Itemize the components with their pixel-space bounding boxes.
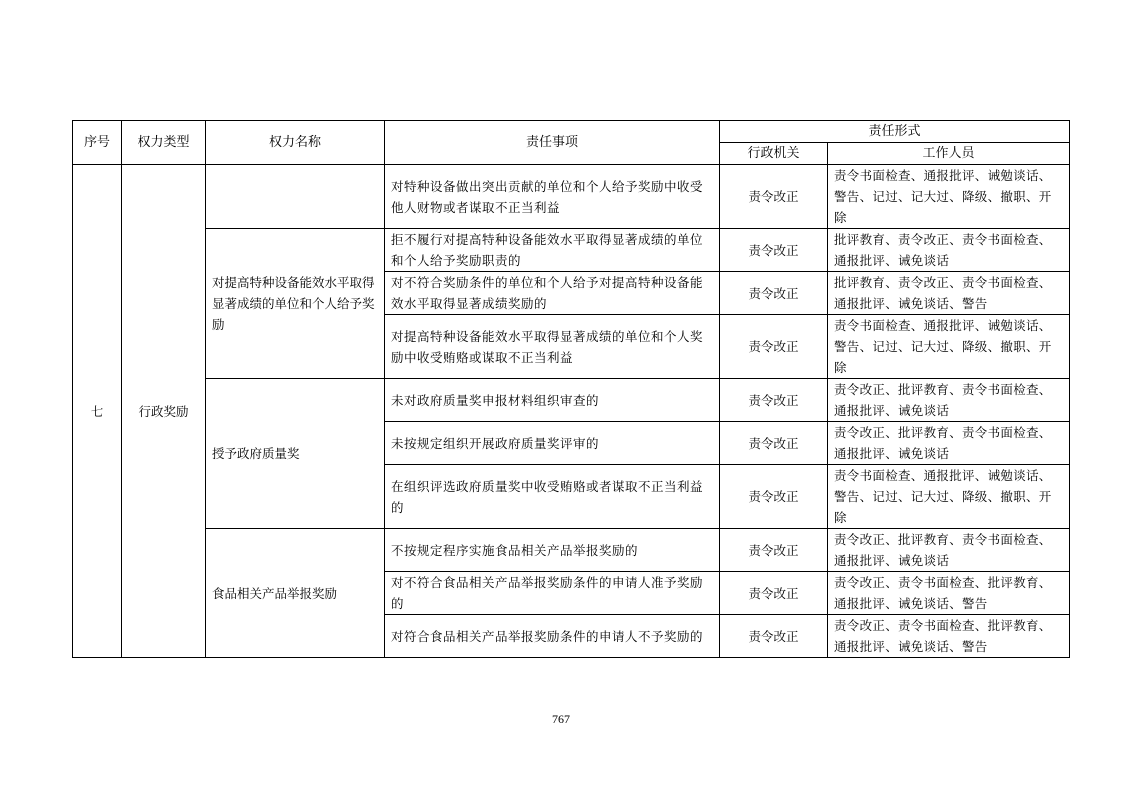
staff-form: 责令书面检查、通报批评、诫勉谈话、警告、记过、记大过、降级、撤职、开除 xyxy=(828,165,1070,229)
header-power-name: 权力名称 xyxy=(206,121,385,165)
agency-form: 责令改正 xyxy=(720,379,828,422)
header-staff: 工作人员 xyxy=(828,143,1070,165)
responsibility-item: 未按规定组织开展政府质量奖评审的 xyxy=(385,422,720,465)
responsibility-table xyxy=(72,120,1070,658)
header-agency: 行政机关 xyxy=(720,143,828,165)
agency-form: 责令改正 xyxy=(720,315,828,379)
staff-form: 责令改正、批评教育、责令书面检查、通报批评、诫免谈话 xyxy=(828,422,1070,465)
responsibility-item: 未对政府质量奖申报材料组织审查的 xyxy=(385,379,720,422)
table-row xyxy=(73,379,1070,422)
staff-form: 责令书面检查、通报批评、诫勉谈话、警告、记过、记大过、降级、撤职、开除 xyxy=(828,465,1070,529)
power-name-cell: 对提高特种设备能效水平取得显著成绩的单位和个人给予奖励 xyxy=(206,229,385,379)
responsibility-item: 不按规定程序实施食品相关产品举报奖励的 xyxy=(385,529,720,572)
responsibility-item: 对特种设备做出突出贡献的单位和个人给予奖励中收受他人财物或者谋取不正当利益 xyxy=(385,165,720,229)
header-responsibility: 责任事项 xyxy=(385,121,720,165)
header-responsibility-form: 责任形式 xyxy=(720,121,1070,143)
agency-form: 责令改正 xyxy=(720,229,828,272)
table-row xyxy=(73,529,1070,572)
agency-form: 责令改正 xyxy=(720,465,828,529)
power-name-cell xyxy=(206,165,385,229)
responsibility-item: 对提高特种设备能效水平取得显著成绩的单位和个人奖励中收受贿赂或谋取不正当利益 xyxy=(385,315,720,379)
staff-form: 批评教育、责令改正、责令书面检查、通报批评、诫免谈话 xyxy=(828,229,1070,272)
staff-form: 责令改正、批评教育、责令书面检查、通报批评、诫免谈话 xyxy=(828,379,1070,422)
agency-form: 责令改正 xyxy=(720,615,828,658)
power-name-cell: 食品相关产品举报奖励 xyxy=(206,529,385,658)
responsibility-item: 在组织评选政府质量奖中收受贿赂或者谋取不正当利益的 xyxy=(385,465,720,529)
staff-form: 责令书面检查、通报批评、诫勉谈话、警告、记过、记大过、降级、撤职、开除 xyxy=(828,315,1070,379)
agency-form: 责令改正 xyxy=(720,272,828,315)
staff-form: 责令改正、责令书面检查、批评教育、通报批评、诫免谈话、警告 xyxy=(828,572,1070,615)
table-row xyxy=(73,229,1070,272)
page-number: 767 xyxy=(552,712,570,726)
header-seq: 序号 xyxy=(73,121,122,165)
agency-form: 责令改正 xyxy=(720,529,828,572)
power-name-cell: 授予政府质量奖 xyxy=(206,379,385,529)
power-type-cell: 行政奖励 xyxy=(122,165,206,658)
agency-form: 责令改正 xyxy=(720,165,828,229)
responsibility-item: 拒不履行对提高特种设备能效水平取得显著成绩的单位和个人给予奖励职责的 xyxy=(385,229,720,272)
header-power-type: 权力类型 xyxy=(122,121,206,165)
seq-cell: 七 xyxy=(73,165,122,658)
agency-form: 责令改正 xyxy=(720,422,828,465)
agency-form: 责令改正 xyxy=(720,572,828,615)
responsibility-item: 对符合食品相关产品举报奖励条件的申请人不予奖励的 xyxy=(385,615,720,658)
responsibility-item: 对不符合食品相关产品举报奖励条件的申请人准予奖励的 xyxy=(385,572,720,615)
table-row xyxy=(73,165,1070,229)
staff-form: 责令改正、责令书面检查、批评教育、通报批评、诫免谈话、警告 xyxy=(828,615,1070,658)
responsibility-item: 对不符合奖励条件的单位和个人给予对提高特种设备能效水平取得显著成绩奖励的 xyxy=(385,272,720,315)
staff-form: 批评教育、责令改正、责令书面检查、通报批评、诫免谈话、警告 xyxy=(828,272,1070,315)
staff-form: 责令改正、批评教育、责令书面检查、通报批评、诫免谈话 xyxy=(828,529,1070,572)
